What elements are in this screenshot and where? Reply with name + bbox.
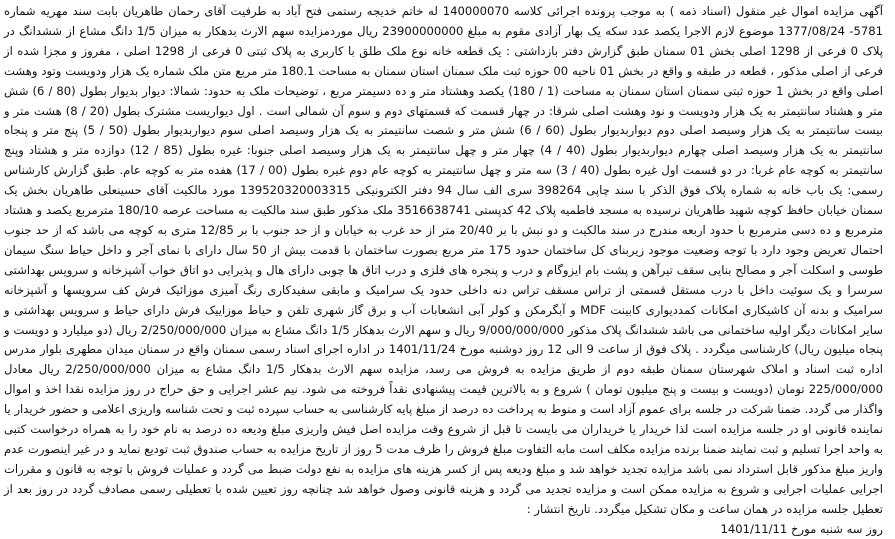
auction-notice-body: آگهی مزایده اموال غیر منقول (اسناد ذمه ) به موجب پرونده اجرائی کلاسه 140000070 له خاتم خدیجه رستمی فتح آباد به طرفیت آقای رحمان طاهریان بابت سند مهریه شماره 5781- 1377/08/24 موضوع لازم الاجرا یکصد عدد سکه یک بهار آزادی مقوم به مبلغ 23900000000 ریال موردمزایده سهم الارث بدهکار به میزان 1/5 دانگ مشاع از ششدانگ در پلاک 0 فرعی از 1298 اصلی بخش 01 سمنان طبق گزارش دفتر بازداشتی : یک قطعه خانه نوع ملک طلق با کاربری به پلاک ثبتی 0 فرعی از 1298 اصلی ، مفروز و مجزا شده از فرعی از اصلی مذکور ، قطعه در طبقه و واقع در بخش 01 ناحیه 00 حوزه ثبت ملک سمنان استان سمنان به مساحت 180.1 متر مربع متن ملک شماره یک هزار ودویست وتود وهشت اصلی واقع در بخش 1 حوزه ثبتی سمنان استان سمنان به مساحت (1 / 180) یکصد وهشتاد متر و ده دسیمتر مربع ، توضیحات ملک به حدود: شمالا: دیوار بدیوار بطول (80 / 6) شش متر و هشتاد سانتیمتر به یک هزار ودویست و نود وهشت اصلی شرقا: در چهار قسمت که قسمتهای دوم و سوم آن شمالی است . اول دیواریست مشترک بطول (20 / 8) هشت متر و بیست سانتیمتر به یک هزار وسیصد اصلی دوم دیواربدیوار بطول (60 / 6) شش متر و شصت سانتیمتر به یک هزار وسیصد اصلی سوم دیواربدیوار بطول (50 / 5) پنج متر و پنجاه سانتیمتر به یک هزار وسیصد اصلی چهارم دیواربدیوار بطول (40 / 4) چهار متر و چهل سانتیمتر به یک هزار وسیصد اصلی جنوبا: غیره بطول (85 / 12) دوازده متر و هشتاد وپنج سانتیمتر به کوچه عام غربا: در دو قسمت اول غیره بطول (40 / 3) سه متر و چهل سانتیمتر به کوچه عام دوم غیره بطول (00 / 17) هفده متر به کوچه عام. طبق گزارش کارشناس رسمی: یک باب خانه به شماره پلاک فوق الذکر با سند چاپی 398264 سری الف سال 94 دفتر الکترونیکی 139520320003315 مورد مالکیت آقای حسینعلی طاهریان بخش یک سمنان خیابان حافظ کوچه شهید طاهریان نرسیده به مسجد فاطمیه پلاک 42 کدپستی 3516638741 ملک مذکور طبق سند مالکیت به مساحت عرصه 180/10 مترمربع یکصد و هشتاد مترمربع و ده دسی مترمربع با حدود اربعه مندرج در سند مالکیت و دو نبش با بر 20/40 متر از حد غرب به خیابان و از حد جنوب با بر 12/85 متری به کوچه می باشد که از حد جنوب احتمال تعریض وجود دارد با توجه وضعیت موجود زیربنای کل ساختمان حدود 175 متر مربع بصورت ساختمان با قدمت بیش از 50 سال دارای با نمای آجر و داخل حیاط سنگ سیمان طوسی و اسکلت آجر و مصالح بنایی سقف تیرآهن و پشت بام ایزوگام و درب و پنجره های فلزی و درب اتاق ها چوبی دارای هال و پذیرایی دو اتاق خواب آشپزخانه و سرویس بهداشتی سرسرا و یک سوئیت داخل با درب مستقل قسمتی از تراس مسقف تراس دنه داخلی حدود یک سرامیک و مابقی سفیدکاری رنگ آمیزی موزائیک فرش کف سرویسها و آشپزخانه سرامیک و بدنه آن کاشیکاری امکانات کمددیواری کابینت MDF و آبگرمکن و کولر آبی انشعابات آب و برق گاز شهری تلفن و حیاط موزاییک فرش دارای حیاط و سرویس بهداشتی و سایر امکانات دیگر اولیه ساختمانی می باشد ششدانگ پلاک مذکور 9/000/000/000 ریال و سهم الارث بدهکار 1/5 دانگ مشاع به میزان 2/250/000/000 ریال (دو میلیارد و دویست و پنجاه میلیون ریال) کارشناسی میگردد . پلاک فوق از ساعت 9 الی 12 روز دوشنبه مورخ 1401/11/24 در اداره اجرای اسناد رسمی سمنان واقع در سمنان میدان مطهری بلوار مدرس اداره ثبت اسناد و املاک شهرستان سمنان طبقه دوم از طریق مزایده به فروش می رسد، مزایده سهم الارث بدهکار 1/5 دانگ مشاع به میزان 2/250/000/000 ریال معادل 225/000/000 تومان (دویست و بیست و پنج میلیون تومان ) شروع و به بالاترین قیمت پیشنهادی نقداً فروخته می شود. نیم عشر اجرایی و حق حراج در روز مزایده نقدا اخذ و اموال واگذار می گردد. ضمنا شرکت در جلسه برای عموم آزاد است و منوط به پرداخت ده درصد از مبلغ پایه کارشناسی به حساب سپرده ثبت و تحت شناسه واریزی اعلامی و حضور خریدار یا نماینده قانونی او در جلسه مزایده است لذا خریدار یا خریداران می بایست تا قبل از شروع وقت مزایده اصل فیش واریزی مبلغ ودیعه ده درصد به نام خود را به همراه درخواست کتبی به واحد اجرا تسلیم و ثبت نمایند ضمنا برنده مزایده مکلف است مابه التفاوت مبلغ فروش را ظرف مدت 5 روز از تاریخ مزایده به حساب صندوق ثبت تودیع نماید و در غیر اینصورت عدم واریز مبلغ مذکور قابل استرداد نمی باشد مزایده تجدید خواهد شد و مبلغ ودیعه پس از کسر هزینه های مزایده به نفع دولت ضبط می گردد و عملیات فروش با توجه به قانون و مقررات اجرایی عملیات اجرایی و شروع به مزایده ممکن است و مزایده تجدید می گردد و هزینه قانونی وصول خواهد شد چنانچه روز تعیین شده با تعطیلی رسمی مصادف گردد در روز بعد از تعطیل جلسه مزایده در همان ساعت و مکان تشکیل میگردد. تاریخ انتشار :	[4, 4, 884, 516]
publication-date-line: روز سه شنبه مورخ 1401/11/11	[720, 521, 883, 536]
